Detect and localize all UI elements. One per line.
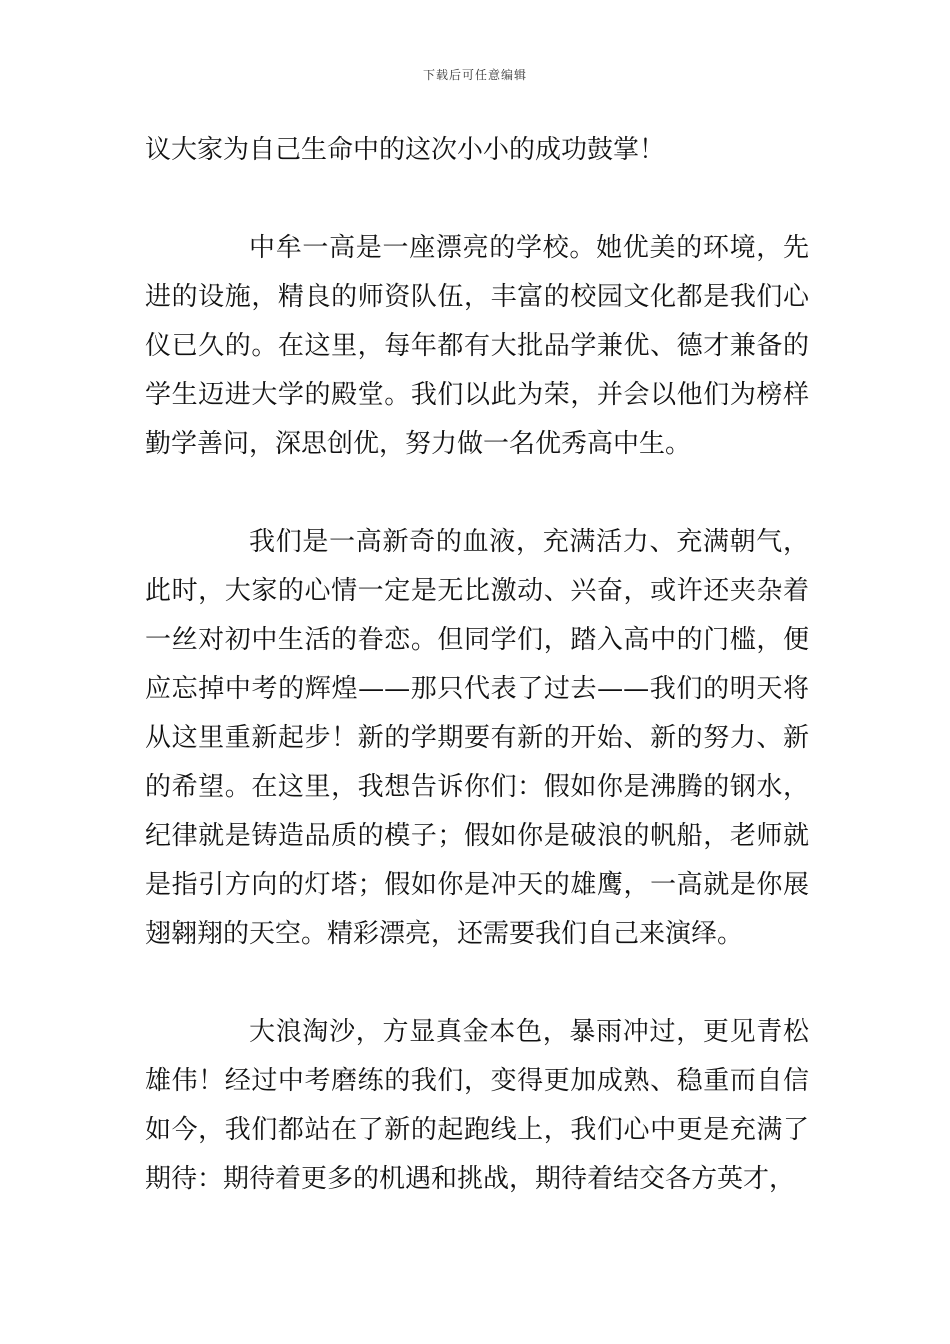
paragraph-new-blood: 我们是一高新奇的血液，充满活力、充满朝气，此时，大家的心情一定是无比激动、兴奋，或许还夹杂着一丝对初中生活的眷恋。但同学们，踏入高中的门槛，便应忘掉中考的辉煌——那只代表了过去——我们的明天将从这里重新起步！新的学期要有新的开始、新的努力、新的希望。在这里，我想告诉你们：假如你是沸腾的钢水，纪律就是铸造品质的模子；假如你是破浪的帆船，老师就是指引方向的灯塔；假如你是冲天的雄鹰，一高就是你展翅翱翔的天空。精彩漂亮，还需要我们自己来演绎。 <box>145 527 809 949</box>
paragraph-new-start: 大浪淘沙，方显真金本色，暴雨冲过，更见青松雄伟！经过中考磨练的我们，变得更加成熟、稳重而自信如今，我们都站在了新的起跑线上，我们心中更是充满了期待：期待着更多的机遇和挑战，期待着结交各方英才， <box>145 1017 809 1194</box>
document-body <box>145 126 809 1204</box>
paragraph-gap <box>145 959 809 1008</box>
paragraph-school-intro: 中牟一高是一座漂亮的学校。她优美的环境，先进的设施，精良的师资队伍，丰富的校园文化都是我们心仪已久的。在这里，每年都有大批品学兼优、德才兼备的学生迈进大学的殿堂。我们以此为荣，并会以他们为榜样勤学善问，深思创优，努力做一名优秀高中生。 <box>145 233 809 459</box>
page-header-note: 下载后可任意编辑 <box>422 68 527 82</box>
paragraph-gap <box>145 469 809 518</box>
paragraph-continuation: 议大家为自己生命中的这次小小的成功鼓掌！ <box>145 135 666 165</box>
